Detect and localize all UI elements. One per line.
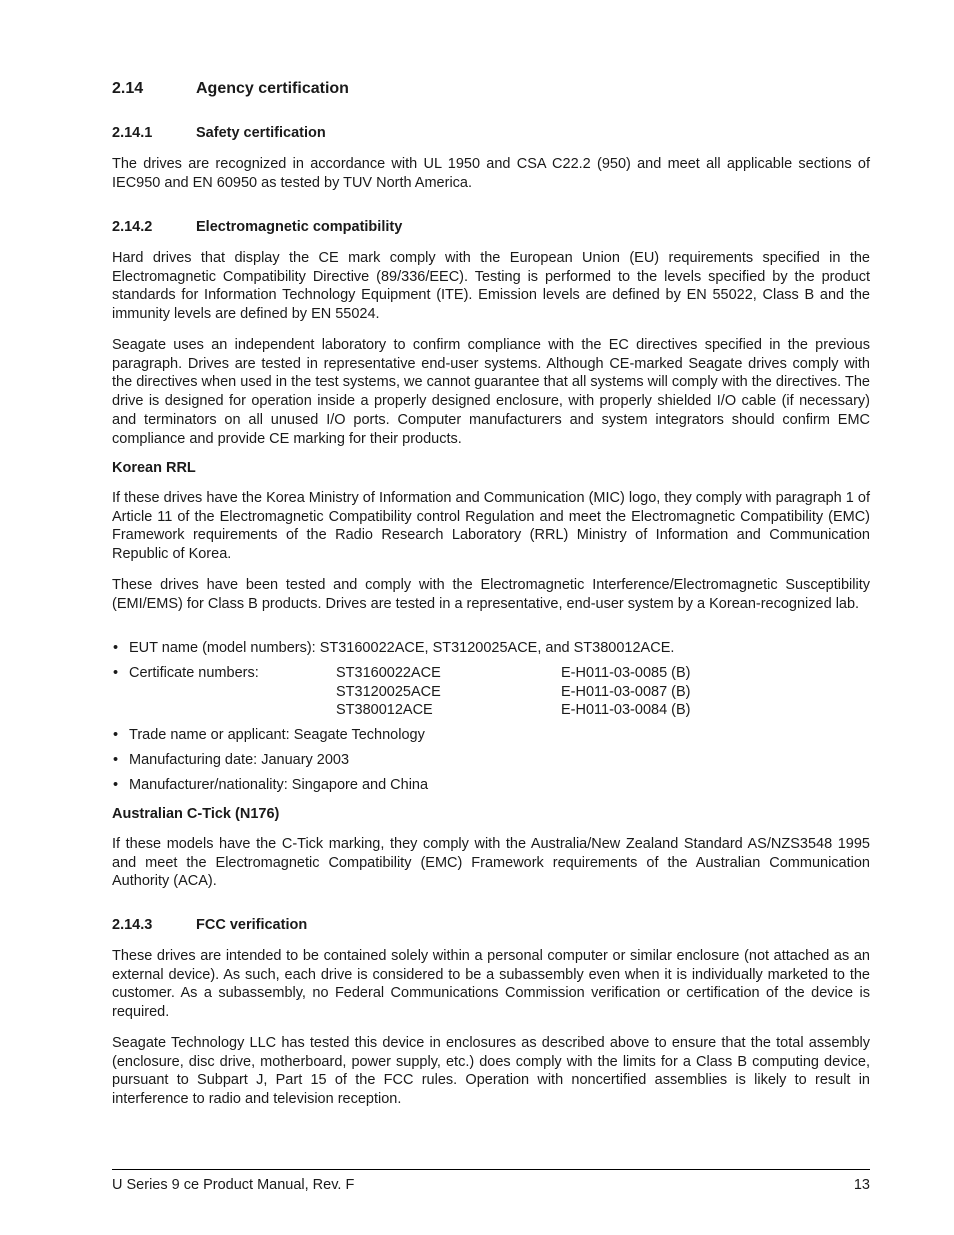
bullet-glyph: • [113,665,119,681]
bullet-glyph: • [113,752,119,768]
korean-heading: Korean RRL [112,460,196,476]
subsection-heading-safety [112,125,326,141]
subsection-title: FCC verification [196,917,308,933]
fcc-paragraph-2: Seagate Technology LLC has tested this device in enclosures as described above to ensure that the total assembly (enclosure, disc drive, motherboard, power supply, etc.) does comply with the limits for a Class B computing device, pursuant to Subpart J, Part 15 of the FCC rules. Operation with noncertified assemblies is likely to result in interference to radio and television reception. [112,1035,870,1108]
subsection-number: 2.14.3 [112,917,153,933]
nationality-text: Manufacturer/nationality: Singapore and China [129,777,429,793]
subsection-heading-emc [112,219,402,235]
subsection-heading-fcc [112,917,307,933]
manufacturing-date-text: Manufacturing date: January 2003 [129,752,350,768]
subsection-title: Safety certification [196,125,326,141]
certificate-model: ST3160022ACE [336,665,441,681]
subsection-number: 2.14.2 [112,219,153,235]
australian-paragraph: If these models have the C-Tick marking, they comply with the Australia/New Zealand Standard AS/NZS3548 1995 and meet the Electromagnetic Compatibility (EMC) Framework requirements of the Australian Communication Authority (ACA). [112,836,870,890]
certificate-label: Certificate numbers: [129,665,259,681]
australian-heading: Australian C-Tick (N176) [112,806,280,822]
safety-paragraph: The drives are recognized in accordance with UL 1950 and CSA C22.2 (950) and meet all applicable sections of IEC950 and EN 60950 as tested by TUV North America. [112,156,870,191]
footer-divider [112,1169,870,1170]
certificate-number: E-H011-03-0084 (B) [561,702,691,718]
eut-text: EUT name (model numbers): ST3160022ACE, ST3120025ACE, and ST380012ACE. [129,640,675,656]
section-heading [112,80,349,98]
subsection-number: 2.14.1 [112,125,153,141]
certificate-row [112,701,870,720]
certificate-row [112,664,870,683]
korean-paragraph-2: These drives have been tested and comply with the Electromagnetic Interference/Electromagnetic Susceptibility (EMI/EMS) for Class B products. Drives are tested in a representative, end-user system by a Korean-recognized lab. [112,577,870,612]
bullet-glyph: • [113,640,119,656]
fcc-paragraph-1: These drives are intended to be contained solely within a personal computer or similar enclosure (not attached as an external device). As such, each drive is considered to be a subassembly even when it is individually marketed to the customer. As a subassembly, no Federal Communications Commission verification or certification of the device is required. [112,948,870,1021]
footer-manual-title: U Series 9 ce Product Manual, Rev. F [112,1177,355,1193]
section-number: 2.14 [112,80,144,97]
certificate-number: E-H011-03-0087 (B) [561,683,691,700]
footer-page-number: 13 [853,1177,870,1193]
emc-paragraph-1: Hard drives that display the CE mark comply with the European Union (EU) requirements specified in the Electromagnetic Compatibility Directive (89/336/EEC). Testing is performed to the levels specified by the product standards for Information Technology Equipment (ITE). Emission levels are defined by EN 55022, Class B and the immunity levels are defined by EN 55024. [112,250,870,323]
section-title: Agency certification [196,80,349,97]
bullet-glyph: • [113,727,119,743]
trade-text: Trade name or applicant: Seagate Technology [129,727,425,743]
certificate-number: E-H011-03-0085 (B) [561,665,691,681]
certificate-row [112,683,870,702]
bullet-glyph: • [113,777,119,793]
certificate-model: ST3120025ACE [336,683,441,700]
korean-paragraph-1: If these drives have the Korea Ministry of Information and Communication (MIC) logo, they comply with paragraph 1 of Article 11 of the Electromagnetic Compatibility control Regulation and meet the Electromagnetic Compatibility (EMC) Framework requirements of the Radio Research Laboratory (RRL) Ministry of Information and Communication Republic of Korea. [112,490,870,563]
emc-paragraph-2: Seagate uses an independent laboratory to confirm compliance with the EC directives specified in the previous paragraph. Drives are tested in representative end-user systems. Although CE-marked Seagate drives comply with the directives when used in the test systems, we cannot guarantee that all systems will comply with the directives. The drive is designed for operation inside a properly designed enclosure, with properly shielded I/O cable (if necessary) and terminators on all unused I/O ports. Computer manufacturers and system integrators should confirm EMC compliance and provide CE marking for their products. [112,337,870,447]
subsection-title: Electromagnetic compatibility [196,219,403,235]
certificate-model: ST380012ACE [336,702,433,718]
